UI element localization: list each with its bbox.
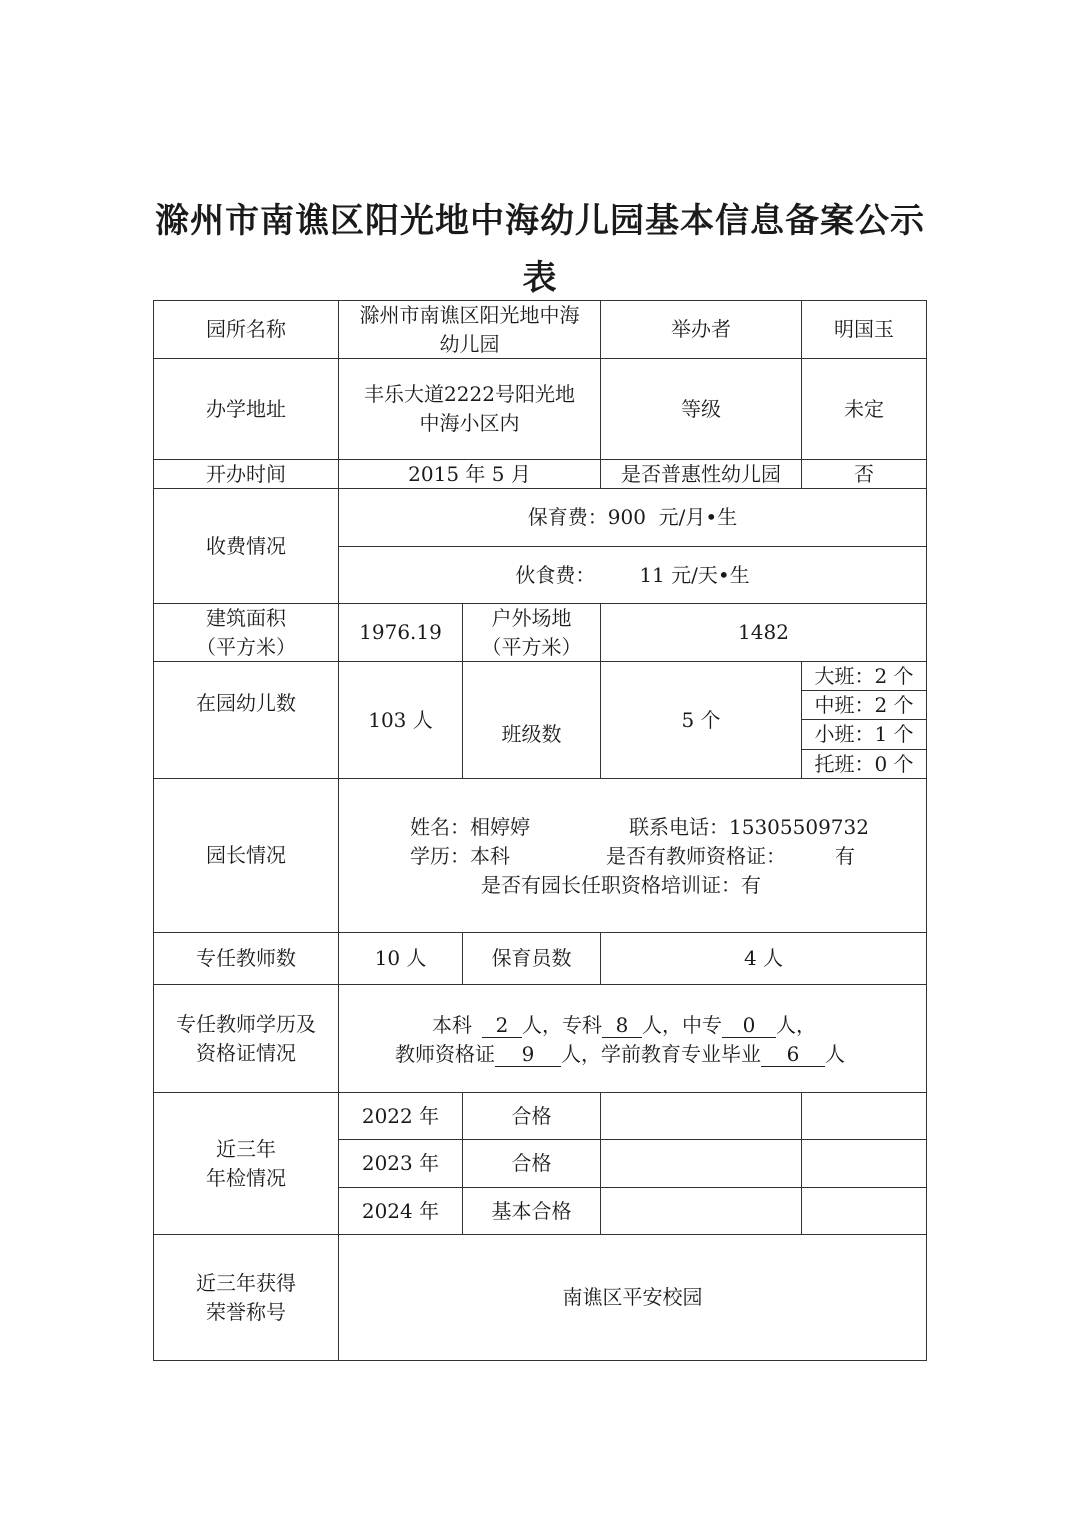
childcare-fee: 保育费：900 元/月•生 — [338, 488, 927, 547]
grade-label: 等级 — [600, 358, 802, 460]
qualifications-info: 本科 2 人，专科 8 人，中专 0 人， 教师资格证 9 人，学前教育专业毕业 6 人 — [338, 984, 927, 1093]
outdoor-area-value: 1482 — [600, 603, 927, 662]
class-breakdown-item: 小班：1 个 — [801, 719, 927, 750]
nurses-value: 4 人 — [600, 932, 927, 985]
class-breakdown-item: 托班：0 个 — [801, 749, 927, 779]
building-area-label: 建筑面积 （平方米） — [153, 603, 339, 662]
inspection-blank — [600, 1187, 802, 1235]
building-area-value: 1976.19 — [338, 603, 463, 662]
class-breakdown-item: 大班：2 个 — [801, 661, 927, 691]
grade-value: 未定 — [801, 358, 927, 460]
outdoor-area-label: 户外场地 （平方米） — [462, 603, 601, 662]
director-info: 姓名：相婷婷 联系电话：15305509732 学历：本科 是否有教师资格证： 有 是否有园长任职资格培训证：有 — [338, 778, 927, 933]
class-count-label: 班级数 — [462, 661, 601, 779]
name-value: 滁州市南谯区阳光地中海 幼儿园 — [338, 300, 601, 359]
inspection-year: 2022 年 — [338, 1092, 463, 1140]
founded-value: 2015 年 5 月 — [338, 459, 601, 489]
qualifications-label: 专任教师学历及 资格证情况 — [153, 984, 339, 1093]
inspection-result: 基本合格 — [462, 1187, 601, 1235]
inspection-result: 合格 — [462, 1139, 601, 1188]
founded-label: 开办时间 — [153, 459, 339, 489]
honors-value: 南谯区平安校园 — [338, 1234, 927, 1361]
document-title-continued: 表 — [522, 258, 558, 298]
inspection-blank — [801, 1092, 927, 1140]
meal-fee: 伙食费： 11 元/天•生 — [338, 546, 927, 604]
children-count: 103 人 — [338, 661, 463, 779]
teachers-label: 专任教师数 — [153, 932, 339, 985]
class-breakdown-item: 中班：2 个 — [801, 690, 927, 720]
name-label: 园所名称 — [153, 300, 339, 359]
inspection-label: 近三年 年检情况 — [153, 1092, 339, 1235]
inspection-blank — [801, 1139, 927, 1188]
info-table — [153, 300, 927, 1361]
inspection-year: 2023 年 — [338, 1139, 463, 1188]
children-label: 在园幼儿数 — [153, 661, 339, 779]
director-label: 园长情况 — [153, 778, 339, 933]
organizer-label: 举办者 — [600, 300, 802, 359]
inspection-blank — [600, 1092, 802, 1140]
address-value: 丰乐大道2222号阳光地 中海小区内 — [338, 358, 601, 460]
address-label: 办学地址 — [153, 358, 339, 460]
nurses-label: 保育员数 — [462, 932, 601, 985]
inspection-blank — [801, 1187, 927, 1235]
inspection-result: 合格 — [462, 1092, 601, 1140]
fees-label: 收费情况 — [153, 488, 339, 604]
teachers-value: 10 人 — [338, 932, 463, 985]
class-count-value: 5 个 — [600, 661, 802, 779]
inspection-year: 2024 年 — [338, 1187, 463, 1235]
organizer-value: 明国玉 — [801, 300, 927, 359]
inclusive-label: 是否普惠性幼儿园 — [600, 459, 802, 489]
document-title: 滁州市南谯区阳光地中海幼儿园基本信息备案公示 — [155, 201, 925, 241]
honors-label: 近三年获得 荣誉称号 — [153, 1234, 339, 1361]
inclusive-value: 否 — [801, 459, 927, 489]
inspection-blank — [600, 1139, 802, 1188]
